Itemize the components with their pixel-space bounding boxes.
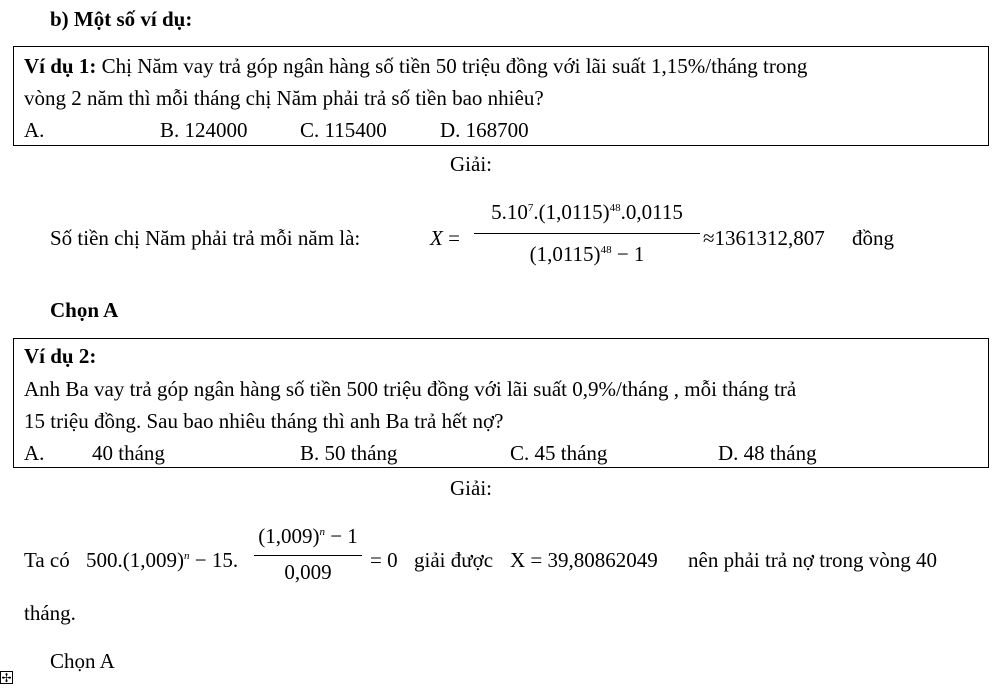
example-1-option-d: D. 168700 — [440, 118, 529, 142]
formula-2-numerator: $(1,009)^n - 1$ — [258, 524, 358, 548]
example-2-option-d: D. 48 tháng — [718, 441, 817, 465]
example-1-option-a: A. — [24, 118, 45, 142]
formula-2-eq: = 0 — [370, 548, 398, 572]
example-2-solution-line2: tháng. — [24, 601, 76, 625]
formula-1-result: ≈1361312,807 — [703, 226, 825, 250]
example-1-problem-2: vòng 2 năm thì mỗi tháng chị Năm phải trả số tiền bao nhiêu? — [24, 86, 544, 110]
section-heading: b) Một số ví dụ: — [50, 7, 193, 31]
formula-1-fraction — [474, 196, 700, 282]
formula-2-part1: $500.(1,009)^n - 15$. — [86, 548, 239, 572]
example-1-option-b: B. 124000 — [160, 118, 248, 142]
formula-1-numerator: $5.10^7.(1,0115)^{48}.0,0115$ — [491, 200, 683, 224]
example-1-problem-1: Chị Năm vay trả góp ngân hàng số tiền 50 triệu đồng với lãi suất 1,15%/tháng trong — [101, 54, 808, 78]
example-2-option-a-value: 40 tháng — [92, 441, 165, 465]
example-1-option-c: C. 115400 — [300, 118, 387, 142]
example-1-solution-text: Số tiền chị Năm phải trả mỗi năm là: — [50, 226, 361, 250]
example-2-option-a: A. — [24, 441, 45, 465]
example-2-problem-1: Anh Ba vay trả góp ngân hàng số tiền 500 triệu đồng với lãi suất 0,9%/tháng , mỗi tháng trả — [24, 377, 797, 401]
formula-2-denominator: 0,009 — [284, 560, 332, 584]
example-1-answer: Chọn A — [50, 298, 119, 322]
example-2-solution-intro: Ta có — [24, 548, 70, 572]
example-2-solution-label: Giải: — [450, 476, 492, 500]
example-2-option-b: B. 50 tháng — [300, 441, 398, 465]
example-1-line1 — [24, 54, 807, 79]
example-1-solution-label: Giải: — [450, 152, 492, 176]
example-1-title: Ví dụ 1: — [24, 54, 97, 78]
example-2-problem-2: 15 triệu đồng. Sau bao nhiêu tháng thì anh Ba trả hết nợ? — [24, 409, 504, 433]
formula-1-denominator: $(1,0115)^{48} - 1$ — [529, 242, 645, 266]
move-anchor-icon[interactable]: ✢ — [1, 671, 12, 685]
formula-2-x-value: X = 39,80862049 — [510, 548, 658, 572]
formula-2-fraction-bar — [254, 555, 362, 556]
formula-1-fraction-bar — [474, 233, 700, 234]
formula-1-lhs: X = — [430, 226, 460, 250]
formula-2-text-mid: giải được — [414, 548, 494, 572]
formula-2-text-end: nên phải trả nợ trong vòng 40 — [688, 548, 938, 572]
formula-2-fraction — [254, 522, 362, 592]
formula-1-unit: đồng — [852, 226, 894, 250]
example-2-answer: Chọn A — [50, 649, 115, 673]
example-2-option-c: C. 45 tháng — [510, 441, 608, 465]
example-2-title: Ví dụ 2: — [24, 344, 97, 368]
